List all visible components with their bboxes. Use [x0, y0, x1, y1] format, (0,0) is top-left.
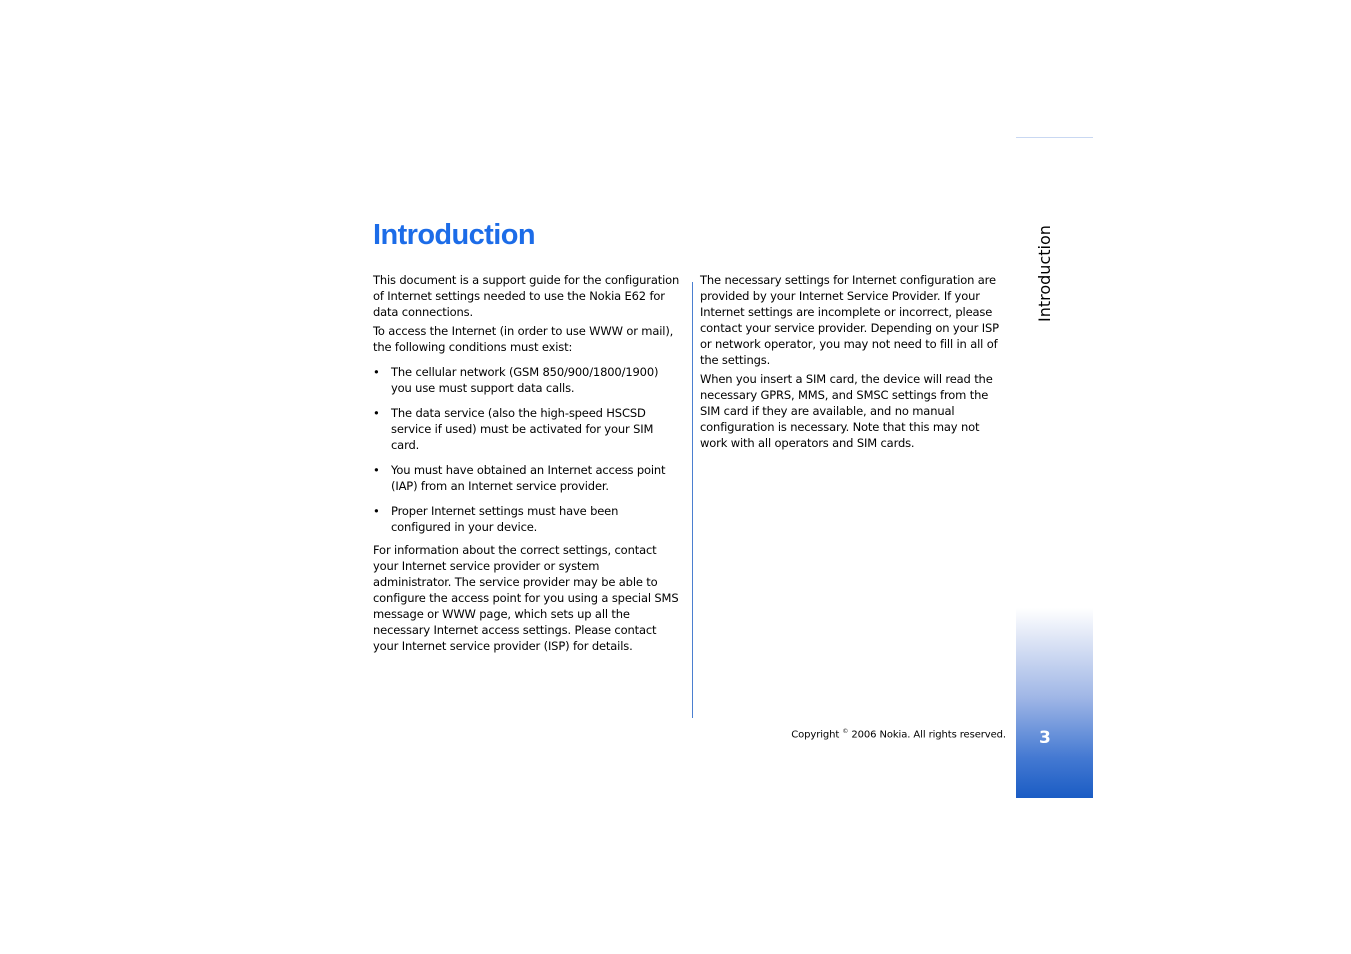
settings-paragraph: The necessary settings for Internet configuration are provided by your Internet Service Provider. If your Internet settings are incomplete or incorrect, please contact your service provider. Depending on your ISP or network operator, you may not need to fill in all of the settings.: [700, 273, 999, 367]
right-column: [700, 272, 1008, 454]
left-column: [373, 272, 681, 657]
column-divider: [692, 282, 693, 718]
copyright-notice: Copyright © 2006 Nokia. All rights reserved.: [791, 728, 1006, 741]
chapter-tab: [1016, 137, 1093, 798]
bullet-icon: •: [373, 406, 380, 420]
list-item: • You must have obtained an Internet access point (IAP) from an Internet service provider.: [373, 463, 666, 493]
bullet-icon: •: [373, 463, 380, 477]
copyright-icon: ©: [842, 728, 849, 735]
intro-paragraph-2: To access the Internet (in order to use WWW or mail), the following conditions must exist:: [373, 324, 674, 354]
page-title: Introduction: [373, 219, 535, 251]
page-number: 3: [1039, 728, 1051, 748]
bullet-icon: •: [373, 504, 380, 518]
list-item: • The cellular network (GSM 850/900/1800/1900) you use must support data calls.: [373, 365, 659, 395]
outro-paragraph: For information about the correct settings, contact your Internet service provider or system administrator. The service provider may be able to configure the access point for you using a special SMS message or WWW page, which sets up all the necessary Internet access settings. Please contact your Internet service provider (ISP) for details.: [373, 543, 679, 653]
intro-paragraph-1: This document is a support guide for the configuration of Internet settings needed to use the Nokia E62 for data connections.: [373, 273, 680, 319]
list-item: • Proper Internet settings must have been configured in your device.: [373, 504, 619, 534]
list-item: • The data service (also the high-speed HSCSD service if used) must be activated for your SIM card.: [373, 406, 654, 452]
sim-card-paragraph: When you insert a SIM card, the device will read the necessary GPRS, MMS, and SMSC settings from the SIM card if they are available, and no manual configuration is necessary. Note that this may not work with all operators and SIM cards.: [700, 372, 993, 450]
conditions-list: [373, 364, 681, 535]
bullet-icon: •: [373, 365, 380, 379]
chapter-tab-label: Introduction: [1035, 225, 1054, 322]
